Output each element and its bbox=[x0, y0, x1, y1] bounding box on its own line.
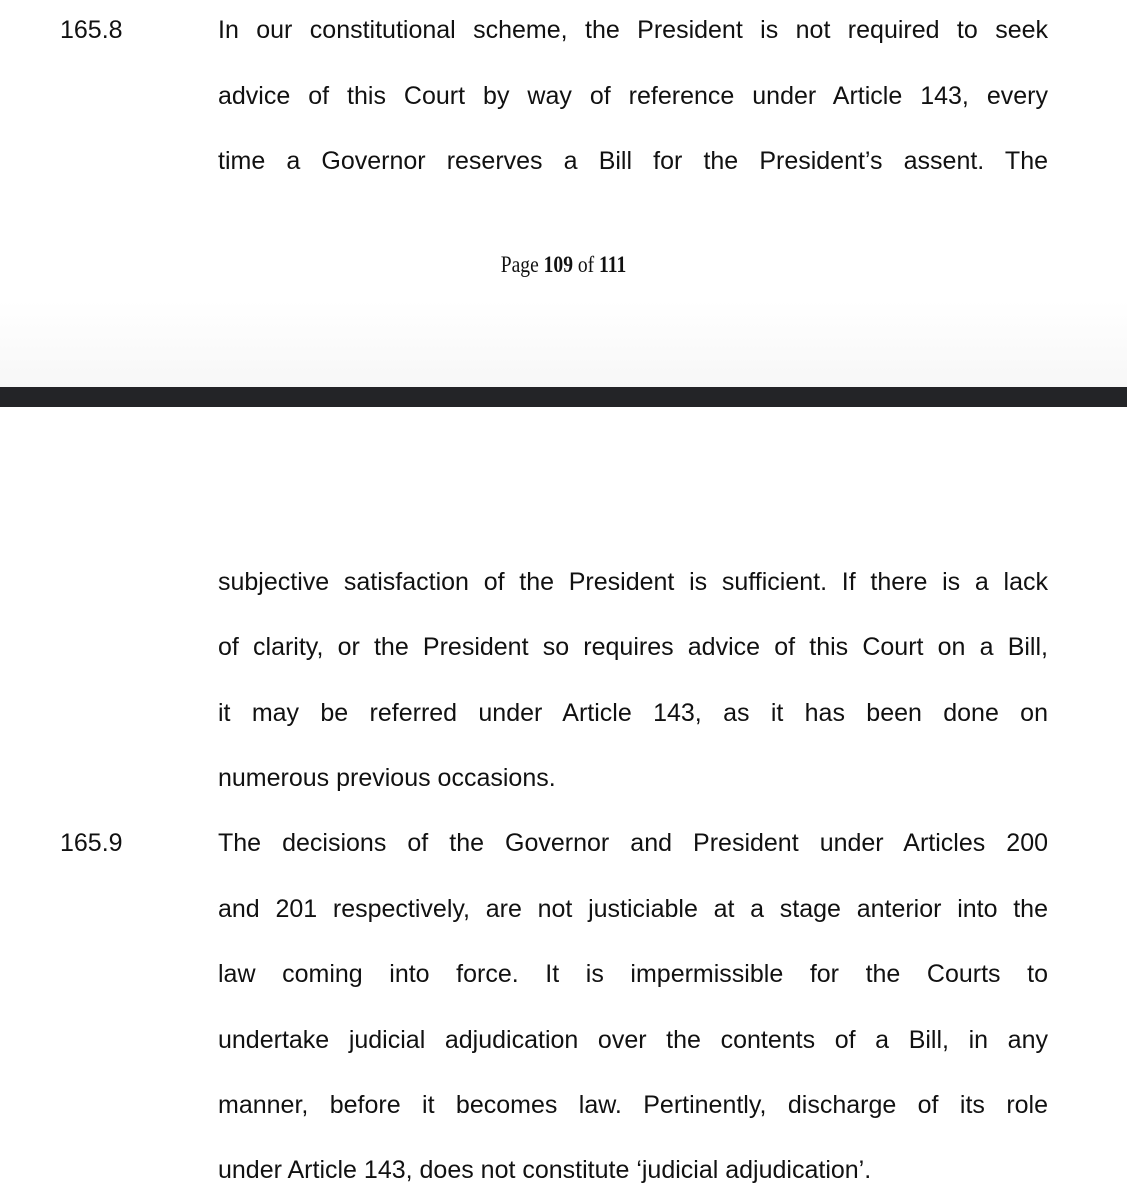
text-line: under Article 143, does not constitute ‘judicial adjudication’. bbox=[218, 1156, 872, 1184]
text-line: subjective satisfaction of the President is sufficient. If there is a lack bbox=[218, 568, 1048, 596]
document-page-110 bbox=[0, 407, 1127, 1200]
text-line: time a Governor reserves a Bill for the President’s assent. The bbox=[218, 147, 1048, 175]
text-line: undertake judicial adjudication over the contents of a Bill, in any bbox=[218, 1026, 1048, 1054]
document-page-109 bbox=[0, 0, 1127, 387]
text-line: of clarity, or the President so requires advice of this Court on a Bill, bbox=[218, 633, 1048, 661]
page-footer bbox=[85, 252, 1043, 278]
page-label: Page bbox=[500, 252, 539, 277]
page-of: of bbox=[577, 252, 595, 277]
paragraph-number: 165.9 bbox=[60, 829, 123, 857]
text-line: it may be referred under Article 143, as it has been done on bbox=[218, 699, 1048, 727]
page-total: 111 bbox=[599, 252, 627, 277]
text-line: law coming into force. It is impermissible for the Courts to bbox=[218, 960, 1048, 988]
text-line: In our constitutional scheme, the President is not required to seek bbox=[218, 16, 1048, 44]
text-line: The decisions of the Governor and President under Articles 200 bbox=[218, 829, 1048, 857]
page-separator bbox=[0, 387, 1127, 407]
text-line: numerous previous occasions. bbox=[218, 764, 556, 792]
paragraph-number: 165.8 bbox=[60, 16, 123, 44]
text-line: manner, before it becomes law. Pertinently, discharge of its role bbox=[218, 1091, 1048, 1119]
text-line: and 201 respectively, are not justiciable at a stage anterior into the bbox=[218, 895, 1048, 923]
page-current: 109 bbox=[543, 252, 573, 277]
text-line: advice of this Court by way of reference under Article 143, every bbox=[218, 82, 1048, 110]
